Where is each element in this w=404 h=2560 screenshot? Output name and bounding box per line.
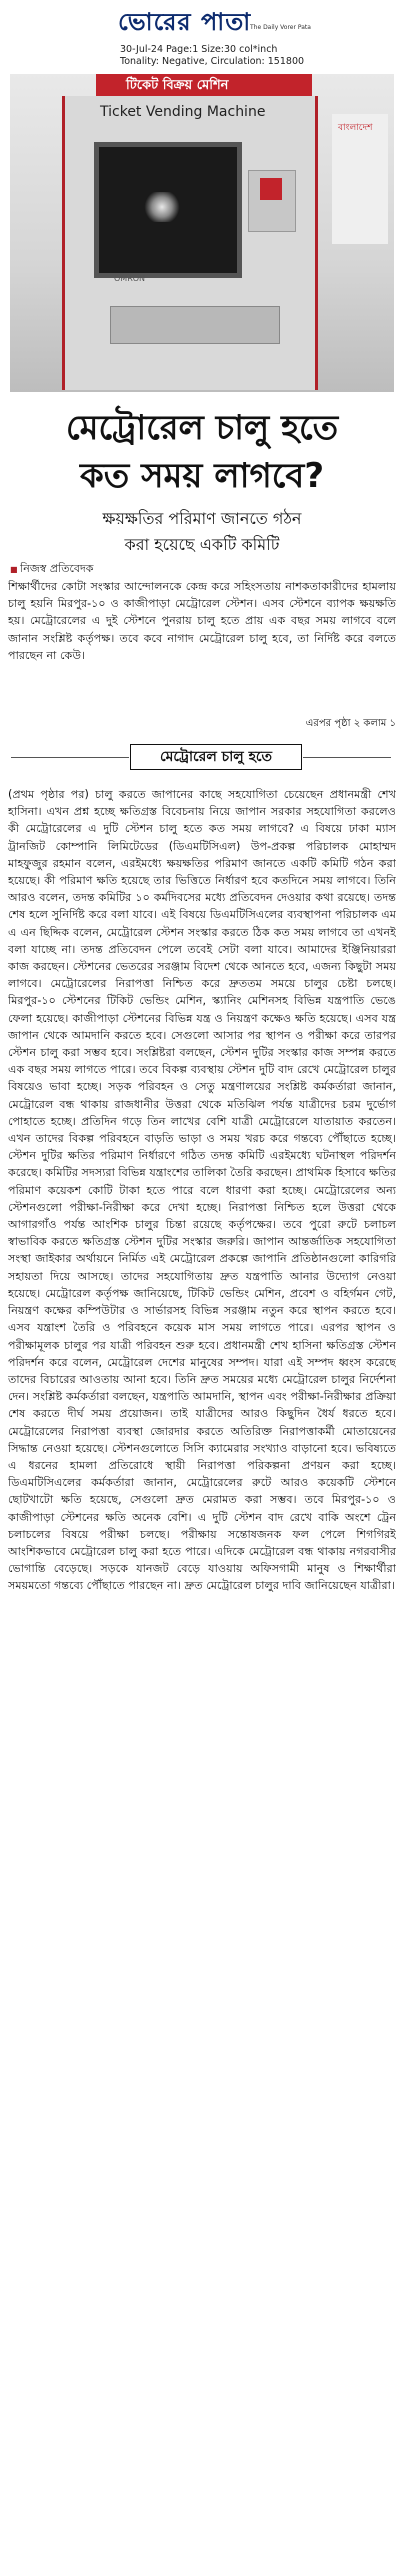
- headline-line-2: কত সময় লাগবে?: [79, 456, 325, 496]
- masthead: [0, 0, 404, 38]
- machine-label: Ticket Vending Machine: [100, 104, 266, 120]
- subheadline: ক্ষয়ক্ষতির পরিমাণ জানতে গঠন করা হয়েছে একটি কমিটি: [102, 509, 302, 554]
- ticket-tray: [110, 306, 280, 344]
- headline-line-1: মেট্রোরেল চালু হতে: [65, 408, 339, 448]
- byline: ■ নিজস্ব প্রতিবেদক: [10, 560, 93, 579]
- side-sign-text: বাংলাদেশ: [338, 123, 373, 133]
- screen-crack: [142, 192, 182, 222]
- headline: [16, 404, 388, 500]
- article-intro: শিক্ষার্থীদের কোটা সংস্কার আন্দোলনকে কেন্দ্র করে সহিংসতায় নাশকতাকারীদের হামলায় চালু হয়নি মিরপুর-১০ ও কাজীপাড়া মেট্রোরেল স্টেশন। এসব স্টেশনে ব্যাপক ক্ষয়ক্ষতি হয়। মেট্রোরেলের এ দুই স্টেশনে পুনরায় চালু হতে প্রায় এক বছর সময় লাগবে বলে জানান সংশ্লিষ্ট কর্তৃপক্ষ। তবে কবে নাগাদ মেট্রোরেল চালু হবে, তা নির্দিষ্ট করে বলতে পারছেন না কেউ।: [8, 580, 396, 662]
- ticket-machine-photo: [10, 74, 394, 392]
- machine-brand: OMRON: [114, 274, 146, 283]
- meta-line-2: Tonality: Negative, Circulation: 151800: [120, 56, 305, 67]
- continued-marker: এরপর পৃষ্ঠা ২ কলাম ১: [305, 718, 396, 729]
- meta-line-1: 30-Jul-24 Page:1 Size:30 col*inch: [120, 44, 278, 55]
- coin-slot-icon: [260, 178, 282, 200]
- jump-headline: মেট্রোরেল চালু হতে: [130, 744, 302, 770]
- newspaper-tagline: The Daily Vorer Pata: [250, 24, 311, 31]
- clipping-meta: [120, 44, 304, 68]
- photo-banner-text: টিকেট বিক্রয় মেশিন: [126, 78, 229, 93]
- newspaper-logo: ভোরের পাতা: [118, 7, 252, 36]
- article-continuation: (প্রথম পৃষ্ঠার পর) চালু করতে জাপানের কাছে সহযোগিতা চেয়েছেন প্রধানমন্ত্রী শেখ হাসিনা। এখন প্রশ্ন হচ্ছে ক্ষতিগ্রস্ত বিবেচনায় নিয়ে জাপান সরকার সহযোগিতা করলেও কী মেট্রোরেলের এ দুটি স্টেশন চালু হতে কত সময় লাগবে? এ বিষয়ে ঢাকা ম্যাস ট্রানজিট কোম্পানি লিমিটেডের (ডিএমটিসিএল) উপ-প্রকল্প পরিচালক মোহাম্মদ মাহফুজুর রহমান বলেন, এরইমধ্যে ক্ষয়ক্ষতির পরিমাণ জানতে একটি কমিটি গঠন করা হয়েছে। কী পরিমাণ ক্ষতি হয়েছে তার ভিত্তিতে নির্ধারণ হবে কতদিনে সময় লাগবে। তিনি আরও বলেন, তদন্ত কমিটির ১০ কর্মদিবসের মধ্যে প্রতিবেদন দেওয়ার কথা রয়েছে। তদন্ত শেষ হলে সুনির্দিষ্ট করে বলা যাবে। এই বিষয়ে ডিএমটিসিএলের ব্যবস্থাপনা পরিচালক এম এ এন ছিদ্দিক বলেন, মেট্রোরেল স্টেশন সংস্কার করতে ঠিক কত সময় লাগবে তা এখনই বলা যাচ্ছে না। তদন্ত প্রতিবেদন পেলে তবেই সেটা বলা যাবে। আমাদের ইঞ্জিনিয়াররা কাজ করছেন। স্টেশনের ভেতরের সরঞ্জাম বিদেশ থেকে আনতে হবে, এজন্য কিছুটা সময় লাগবে। মেট্রোরেলের নিরাপত্তা নিশ্চিত করে দ্রুততম সময়ে চালুর চেষ্টা চলছে। মিরপুর-১০ স্টেশনের টিকিট ভেন্ডিং মেশিন, স্ক্যানিং মেশিনসহ বিভিন্ন যন্ত্রপাতি ভেঙে ফেলা হয়েছে। কাজীপাড়া স্টেশনের বিভিন্ন যন্ত্র ও নিয়ন্ত্রণ কক্ষেও ক্ষতি হয়েছে। এসব যন্ত্র জাপান থেকে আমদানি করতে হবে। সেগুলো আসার পর স্থাপন ও পরীক্ষা করে তারপর স্টেশন চালু করা সম্ভব হবে। সংশ্লিষ্টরা বলছেন, স্টেশন দুটির সংস্কার কাজ সম্পন্ন করতে এক বছর সময় লাগতে পারে। তবে বিকল্প ব্যবস্থায় স্টেশন দুটি বাদ রেখে মেট্রোরেল চালুর বিষয়েও ভাবা হচ্ছে। সড়ক পরিবহন ও সেতু মন্ত্রণালয়ের সংশ্লিষ্ট কর্মকর্তারা জানান, মেট্রোরেল বন্ধ থাকায় রাজধানীর উত্তরা থেকে মতিঝিল পর্যন্ত যাত্রীদের চরম দুর্ভোগ পোহাতে হচ্ছে। প্রতিদিন গড়ে তিন লাখের বেশি যাত্রী মেট্রোরেলে যাতায়াত করতেন। এখন তাদের বিকল্প পরিবহনে বাড়তি ভাড়া ও সময় খরচ করে গন্তব্যে পৌঁছাতে হচ্ছে। স্টেশন দুটির ক্ষতির পরিমাণ নির্ধারণে গঠিত তদন্ত কমিটি এরইমধ্যে ঘটনাস্থল পরিদর্শন করেছে। কমিটির সদস্যরা বিভিন্ন যন্ত্রাংশের তালিকা তৈরি করছেন। প্রাথমিক হিসাবে ক্ষতির পরিমাণ কয়েকশ কোটি টাকা হতে পারে বলে ধারণা করা হচ্ছে। মেট্রোরেলের অন্য স্টেশনগুলো পরীক্ষা-নিরীক্ষা করে দেখা হচ্ছে। নিরাপত্তা নিশ্চিত হলে উত্তরা থেকে আগারগাঁও পর্যন্ত আংশিক চালুর চিন্তা রয়েছে কর্তৃপক্ষের। তবে পুরো রুটে চলাচল স্বাভাবিক করতে ক্ষতিগ্রস্ত স্টেশন দুটির সংস্কার জরুরি। জাপান আন্তর্জাতিক সহযোগিতা সংস্থা জাইকার অর্থায়নে নির্মিত এই মেট্রোরেল প্রকল্পে জাপানি প্রতিষ্ঠানগুলো কারিগরি সহায়তা দিয়ে আসছে। তাদের সহযোগিতায় দ্রুত যন্ত্রপাতি আনার উদ্যোগ নেওয়া হয়েছে। মেট্রোরেল কর্তৃপক্ষ জানিয়েছে, টিকিট ভেন্ডিং মেশিন, প্রবেশ ও বহির্গমন গেট, নিয়ন্ত্রণ কক্ষের কম্পিউটার ও সার্ভারসহ বিভিন্ন সরঞ্জাম নতুন করে স্থাপন করতে হবে। এসব যন্ত্রাংশ তৈরি ও পরিবহনে কয়েক মাস সময় লাগতে পারে। এরপর স্থাপন ও পরীক্ষামূলক চালুর পর যাত্রী পরিবহন শুরু হবে। প্রধানমন্ত্রী শেখ হাসিনা ক্ষতিগ্রস্ত স্টেশন পরিদর্শন করে বলেন, মেট্রোরেল দেশের মানুষের সম্পদ। যারা এই সম্পদ ধ্বংস করেছে তাদের বিচারের আওতায় আনা হবে। তিনি দ্রুত সময়ের মধ্যে মেট্রোরেল চালুর নির্দেশনা দেন। সংশ্লিষ্ট কর্মকর্তারা বলছেন, যন্ত্রপাতি আমদানি, স্থাপন এবং পরীক্ষা-নিরীক্ষার প্রক্রিয়া শেষ করতে দীর্ঘ সময় প্রয়োজন। তাই যাত্রীদের আরও কিছুদিন ধৈর্য ধরতে হবে। মেট্রোরেলের নিরাপত্তা ব্যবস্থা জোরদার করতে অতিরিক্ত নিরাপত্তাকর্মী মোতায়েনের সিদ্ধান্ত নেওয়া হয়েছে। স্টেশনগুলোতে সিসি ক্যামেরার সংখ্যাও বাড়ানো হবে। ভবিষ্যতে এ ধরনের হামলা প্রতিরোধে স্থায়ী নিরাপত্তা পরিকল্পনা প্রণয়ন করা হচ্ছে। ডিএমটিসিএলের কর্মকর্তারা জানান, মেট্রোরেলের রুটে আরও কয়েকটি স্টেশনে ছোটখাটো ক্ষতি হয়েছে, সেগুলো দ্রুত মেরামত করা সম্ভব। তবে মিরপুর-১০ ও কাজীপাড়া স্টেশনের ক্ষতি অনেক বেশি। এ দুটি স্টেশন বাদ রেখে বাকি অংশে ট্রেন চলাচলের বিষয়ে পরীক্ষা চলছে। পরীক্ষায় সন্তোষজনক ফল পেলে শিগগিরই আংশিকভাবে মেট্রোরেল চালু করা হতে পারে। এদিকে মেট্রোরেল বন্ধ থাকায় নগরবাসীর ভোগান্তি বেড়েছে। সড়কে যানজট বেড়ে যাওয়ায় অফিসগামী মানুষ ও শিক্ষার্থীরা সময়মতো গন্তব্যে পৌঁছাতে পারছেন না। দ্রুত মেট্রোরেল চালুর দাবি জানিয়েছেন যাত্রীরা।: [8, 788, 396, 1593]
- photo-banner: [96, 74, 312, 96]
- side-sign: [332, 114, 388, 244]
